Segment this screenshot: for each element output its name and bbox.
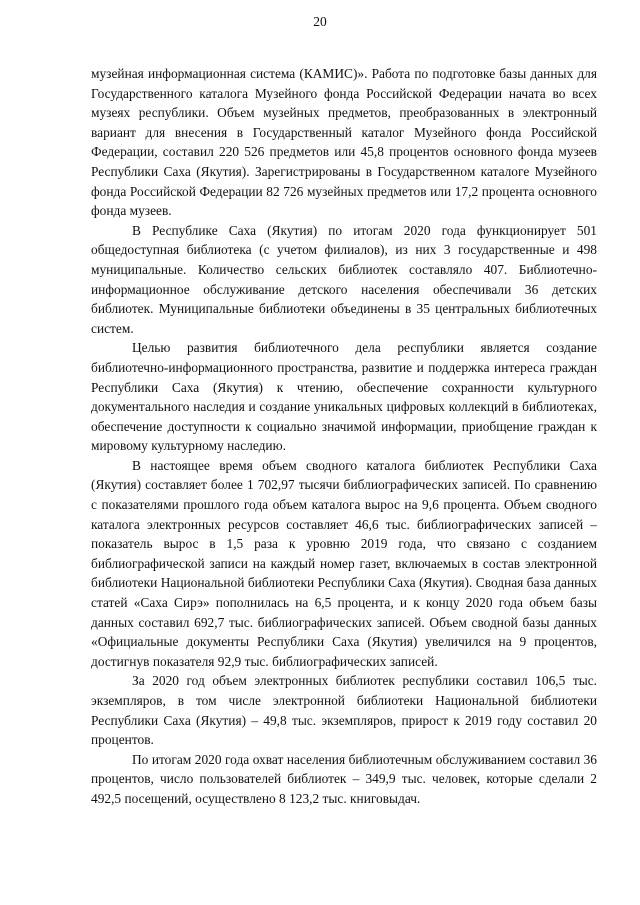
- page-number: 20: [313, 14, 327, 29]
- paragraph-museum-catalog: музейная информационная система (КАМИС)». Работа по подготовке базы данных для Государственного каталога Музейного фонда Российской Федерации начата во всех музеях республики. Объем музейных предметов, преобразованных в электронный вариант для внесения в Государственный каталог Музейного фонда Российской Федерации, составил 220 526 предметов или 45,8 процентов основного фонда музеев Республики Саха (Якутия). Зарегистрированы в Государственном каталоге Музейного фонда Российской Федерации 82 726 музейных предметов или 17,2 процента основного фонда музеев.: [91, 66, 597, 219]
- paragraph-library-coverage: По итогам 2020 года охват населения библиотечным обслуживанием составил 36 процентов, число пользователей библиотек – 349,9 тыс. человек, которые сделали 2 492,5 посещений, осуществлено 8 123,2 тыс. книговыдач.: [91, 751, 597, 806]
- paragraph-library-goals: Целью развития библиотечного дела республики является создание библиотечно-информационного пространства, развитие и поддержка интереса граждан Республики Саха (Якутия) к чтению, обеспечение сохранности культурного документального наследия и создание уникальных цифровых коллекций в библиотеках, обеспечение доступности к социально значимой информации, приобщение граждан к мировому культурному наследию.: [91, 340, 597, 454]
- document-body: [91, 64, 597, 809]
- paragraph-union-catalog: В настоящее время объем сводного каталога библиотек Республики Саха (Якутия) составляет более 1 702,97 тысячи библиографических записей. По сравнению с показателями прошлого года объем каталога вырос на 9,6 процента. Объем сводного каталога электронных ресурсов составляет 46,6 тыс. библиографических записей – показатель вырос в 1,5 раза к уровню 2019 года, что связано с созданием библиографической записи на каждый номер газет, включаемых в состав электронной библиотеки Национальной библиотеки Республики Саха (Якутия). Сводная база данных статей «Саха Сирэ» пополнилась на 6,5 процента, и к концу 2020 года объем базы данных составил 692,7 тыс. библиографических записей. Объем сводной базы данных «Официальные документы Республики Саха (Якутия) увеличился на 9 процентов, достигнув показателя 92,9 тыс. библиографических записей.: [91, 457, 597, 669]
- paragraph-libraries-count: В Республике Саха (Якутия) по итогам 2020 года функционирует 501 общедоступная библиотека (с учетом филиалов), из них 3 государственные и 498 муниципальные. Количество сельских библиотек составляло 407. Библиотечно-информационное обслуживание детского населения обеспечивали 36 детских библиотек. Муниципальные библиотеки объединены в 35 центральных библиотечных систем.: [91, 222, 597, 336]
- paragraph-electronic-libraries: За 2020 год объем электронных библиотек республики составил 106,5 тыс. экземпляров, в том числе электронной библиотеки Национальной библиотеки Республики Саха (Якутия) – 49,8 тыс. экземпляров, прирост к 2019 году составил 20 процентов.: [91, 673, 597, 748]
